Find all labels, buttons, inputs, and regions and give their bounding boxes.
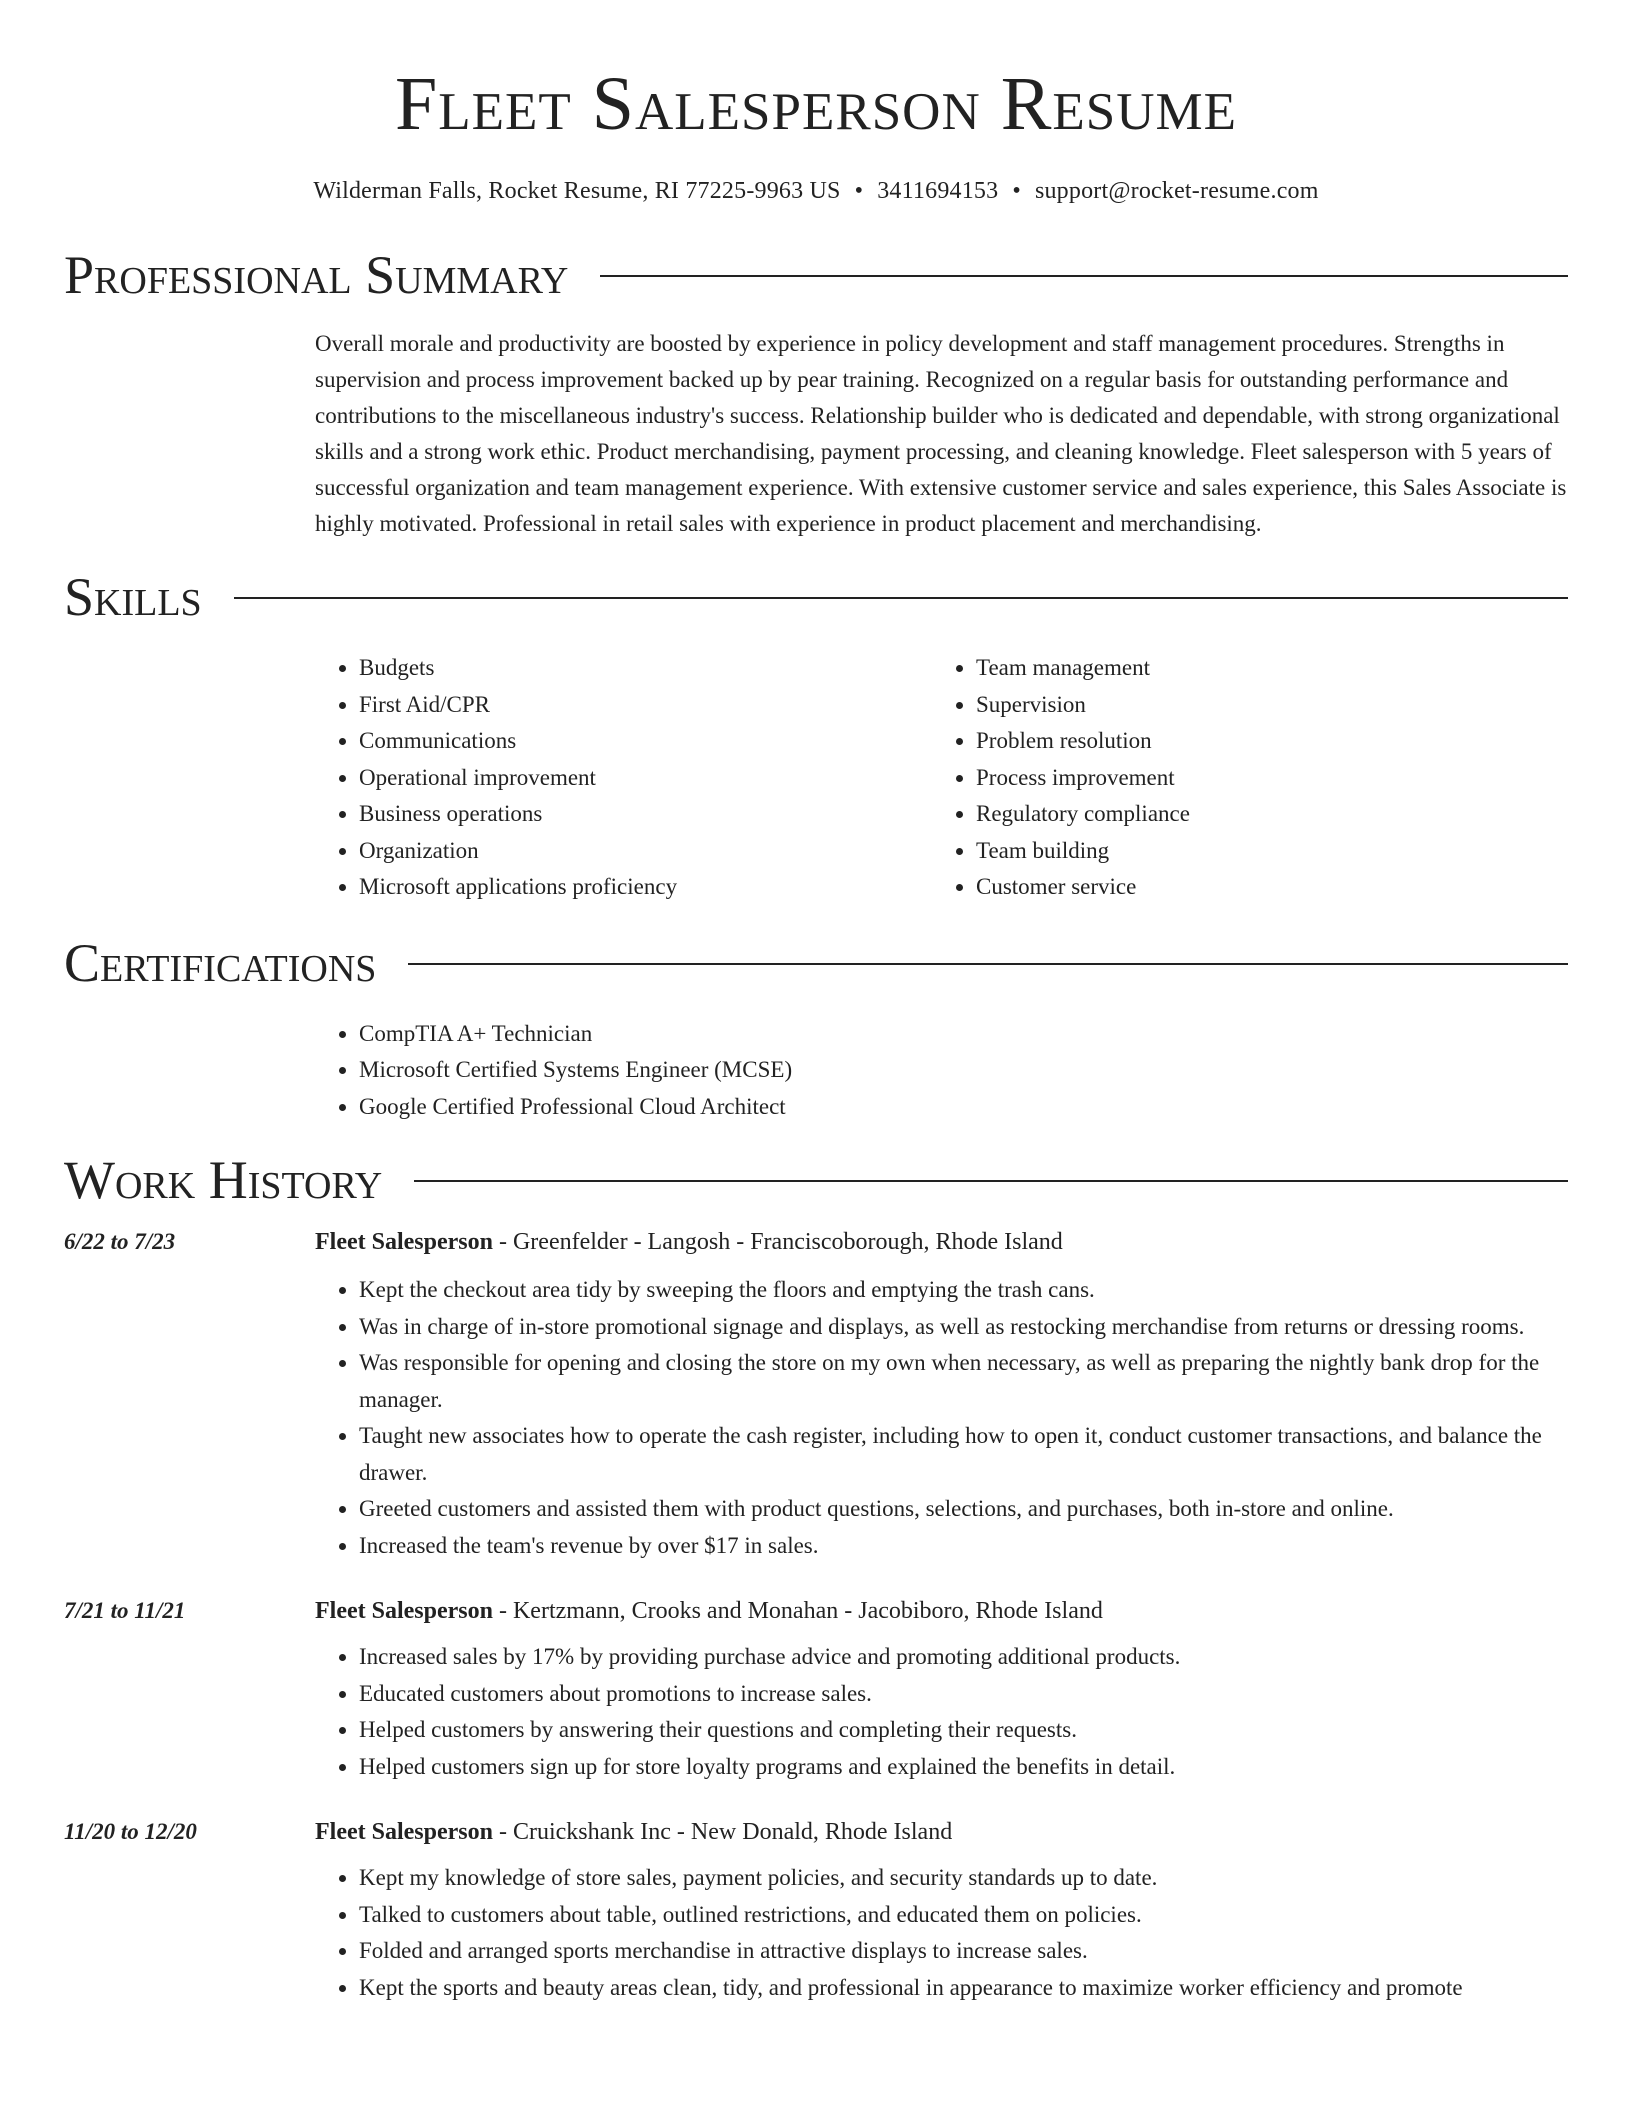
- job-bullet: • Kept my knowledge of store sales, payment policies, and security standards up to date.: [359, 1860, 1568, 1897]
- job-dates: 6/22 to 7/23: [64, 1229, 176, 1254]
- job-bullets: [315, 1639, 1568, 1785]
- resume-page: [64, 0, 1568, 2006]
- job-bullets: [315, 1860, 1568, 2006]
- contact-separator: •: [1012, 178, 1021, 204]
- summary-section-header: [64, 240, 1568, 310]
- job-bullet: • Helped customers sign up for store loyalty programs and explained the benefits in detail.: [359, 1749, 1568, 1786]
- job-bullet: • Increased sales by 17% by providing purchase advice and promoting additional products.: [359, 1639, 1568, 1676]
- job-dates: 7/21 to 11/21: [64, 1598, 186, 1623]
- certifications-section-header: [64, 928, 1568, 998]
- certifications-heading: Certifications: [64, 932, 377, 993]
- job-bullet: • Educated customers about promotions to increase sales.: [359, 1676, 1568, 1713]
- job-employer: - Cruickshank Inc - New Donald, Rhode Island: [492, 1819, 953, 1845]
- skill-item: • Regulatory compliance: [976, 796, 1549, 833]
- skill-item: • Supervision: [976, 687, 1549, 724]
- job-bullet: • Was in charge of in-store promotional signage and displays, as well as restocking merchandise from returns or dressing rooms.: [359, 1309, 1568, 1346]
- section-divider: [600, 275, 1568, 277]
- certification-item: • Google Certified Professional Cloud Architect: [359, 1089, 1568, 1126]
- certification-item: • CompTIA A+ Technician: [359, 1016, 1568, 1053]
- skill-item: • Organization: [359, 833, 932, 870]
- job-bullet: • Talked to customers about table, outlined restrictions, and educated them on policies.: [359, 1897, 1568, 1934]
- job-dates: 11/20 to 12/20: [64, 1819, 197, 1844]
- job-bullet: • Increased the team's revenue by over $17 in sales.: [359, 1528, 1568, 1565]
- job-bullets: [315, 1272, 1568, 1564]
- skills-section-header: [64, 562, 1568, 632]
- section-divider: [414, 1180, 1568, 1182]
- skill-item: • Budgets: [359, 650, 932, 687]
- contact-separator: •: [854, 178, 864, 204]
- work-section-header: [64, 1145, 1568, 1215]
- job-heading: [315, 1229, 1063, 1256]
- job-entry: [64, 1598, 1568, 1785]
- skill-item: • Team building: [976, 833, 1549, 870]
- section-divider: [408, 963, 1568, 965]
- contact-address: Wilderman Falls, Rocket Resume, RI 77225-9963 US: [313, 178, 841, 204]
- skill-item: • Communications: [359, 723, 932, 760]
- skill-item: • Team management: [976, 650, 1549, 687]
- work-heading: Work History: [64, 1150, 383, 1210]
- contact-line: [64, 176, 1568, 206]
- job-bullet: • Taught new associates how to operate the cash register, including how to open it, conduct customer transactions, and balance the drawer.: [359, 1418, 1568, 1491]
- contact-email: support@rocket-resume.com: [1034, 178, 1319, 204]
- skill-item: • First Aid/CPR: [359, 687, 932, 724]
- skill-item: • Process improvement: [976, 760, 1549, 797]
- skills-list: [315, 650, 1568, 906]
- job-bullet: • Folded and arranged sports merchandise in attractive displays to increase sales.: [359, 1933, 1568, 1970]
- job-bullet: • Greeted customers and assisted them with product questions, selections, and purchases, both in-store and online.: [359, 1491, 1568, 1528]
- certification-item: • Microsoft Certified Systems Engineer (MCSE): [359, 1052, 1568, 1089]
- job-header-row: [64, 1819, 1568, 1846]
- job-bullet: • Was responsible for opening and closing the store on my own when necessary, as well as preparing the nightly bank drop for the manager.: [359, 1345, 1568, 1418]
- job-bullet: • Kept the sports and beauty areas clean, tidy, and professional in appearance to maximize worker efficiency and promote: [359, 1970, 1568, 2007]
- job-heading: [315, 1598, 1103, 1625]
- job-employer: - Greenfelder - Langosh - Franciscoborough, Rhode Island: [492, 1229, 1063, 1255]
- job-title: Fleet Salesperson: [315, 1819, 493, 1845]
- job-entry: [64, 1819, 1568, 2006]
- skill-item: • Microsoft applications proficiency: [359, 869, 932, 906]
- summary-heading: Professional Summary: [64, 245, 569, 305]
- job-heading: [315, 1819, 952, 1846]
- skill-item: • Problem resolution: [976, 723, 1549, 760]
- job-title: Fleet Salesperson: [315, 1229, 493, 1255]
- resume-title: Fleet Salesperson Resume: [394, 62, 1238, 146]
- summary-body: [315, 326, 1568, 542]
- job-bullet: • Helped customers by answering their questions and completing their requests.: [359, 1712, 1568, 1749]
- skill-item: • Operational improvement: [359, 760, 932, 797]
- job-entry: [64, 1229, 1568, 1564]
- skill-item: • Business operations: [359, 796, 932, 833]
- summary-text: Overall morale and productivity are boosted by experience in policy development and staff management procedures. Strengths in supervision and process improvement backed up by pear training. Recognized on a regular basis for outstanding performance and contributions to the miscellaneous industry's success. Relationship builder who is dedicated and dependable, with strong organizational skills and a strong work ethic. Product merchandising, payment processing, and cleaning knowledge. Fleet salesperson with 5 years of successful organization and team management experience. With extensive customer service and sales experience, this Sales Associate is highly motivated. Professional in retail sales with experience in product placement and merchandising.: [315, 331, 1567, 536]
- contact-phone: 3411694153: [877, 178, 999, 204]
- skills-column-right: [932, 650, 1549, 906]
- certifications-list: [315, 1016, 1568, 1126]
- job-employer: - Kertzmann, Crooks and Monahan - Jacobiboro, Rhode Island: [492, 1598, 1103, 1624]
- job-title: Fleet Salesperson: [315, 1598, 493, 1624]
- skills-heading: Skills: [64, 567, 202, 627]
- skill-item: • Customer service: [976, 869, 1549, 906]
- section-divider: [234, 597, 1568, 599]
- job-header-row: [64, 1598, 1568, 1625]
- job-bullet: • Kept the checkout area tidy by sweeping the floors and emptying the trash cans.: [359, 1272, 1568, 1309]
- skills-column-left: [315, 650, 932, 906]
- job-header-row: [64, 1229, 1568, 1256]
